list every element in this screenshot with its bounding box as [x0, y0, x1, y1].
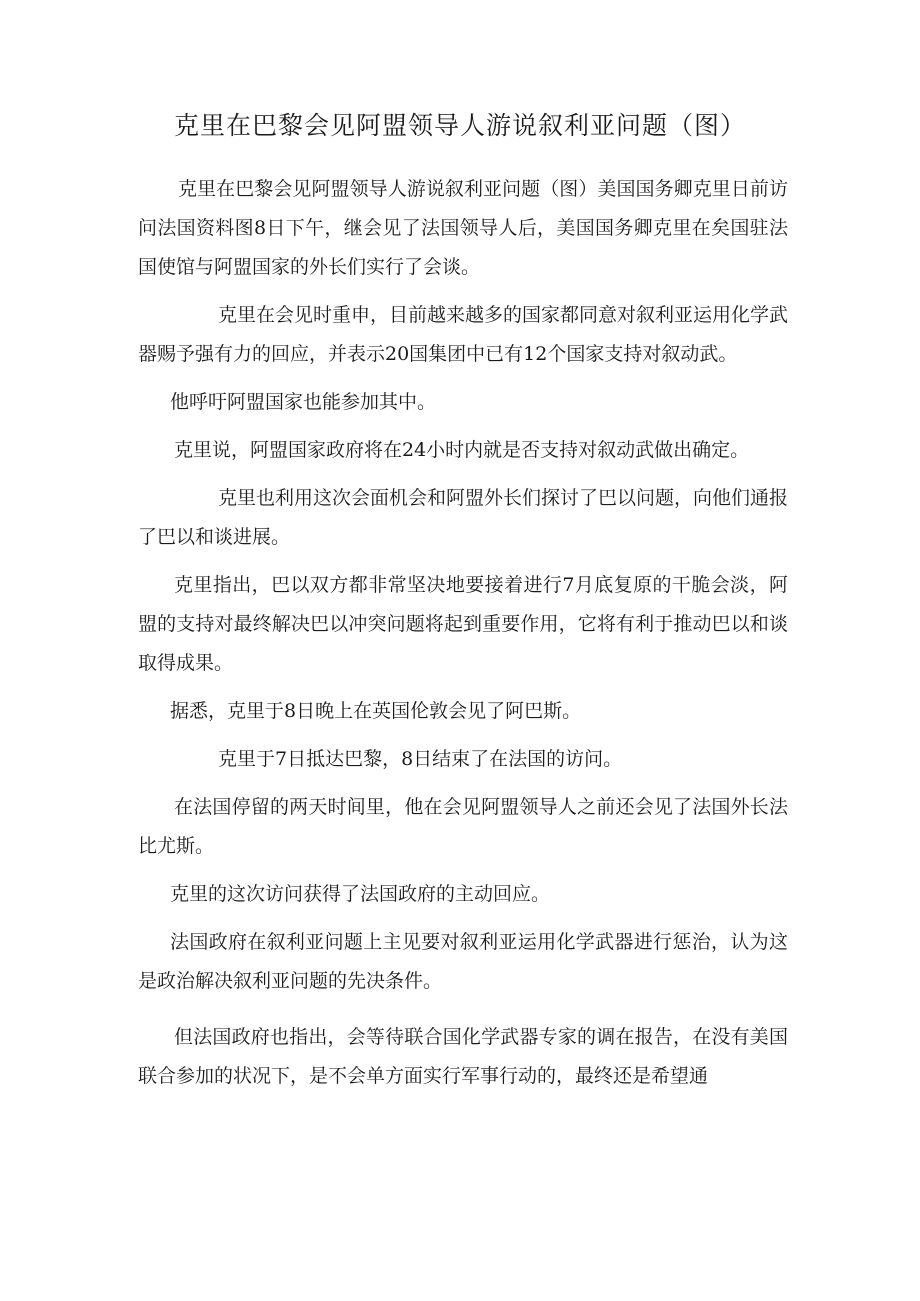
paragraph-4: 克里说，阿盟国家政府将在24小时内就是否支持对叙动武做出确定。 — [174, 439, 750, 461]
paragraph-3: 他呼吁阿盟国家也能参加其中。 — [170, 391, 437, 413]
paragraph-9: 在法国停留的两天时间里，他在会见阿盟领导人之前还会见了法国外长法比尤斯。 — [138, 796, 788, 857]
paragraph-11: 法国政府在叙利亚问题上主见要对叙利亚运用化学武器进行惩治，认为这是政治解决叙利亚问题的先决条件。 — [138, 931, 788, 992]
paragraph-12: 但法国政府也指出，会等待联合国化学武器专家的调在报告，在没有美国联合参加的状况下，是不会单方面实行军事行动的，最终还是希望通 — [138, 1026, 788, 1087]
paragraph-5: 克里也利用这次会面机会和阿盟外长们探讨了巴以问题，向他们通报了巴以和谈进展。 — [138, 487, 789, 548]
paragraph-10: 克里的这次访问获得了法国政府的主动回应。 — [170, 883, 551, 905]
paragraph-2: 克里在会见时重申，目前越来越多的国家都同意对叙利亚运用化学武器赐予强有力的回应，并表示20国集团中已有12个国家支持对叙动武。 — [138, 304, 789, 365]
paragraph-7: 据悉，克里于8日晚上在英国伦敦会见了阿巴斯。 — [170, 700, 582, 722]
paragraph-1: 克里在巴黎会见阿盟领导人游说叙利亚问题（图）美国国务卿克里日前访问法国资料图8日下午，继会见了法国领导人后，美国国务卿克里在矣国驻法国使馆与阿盟国家的外长们实行了会谈。 — [138, 178, 788, 278]
paragraph-8: 克里于7日抵达巴黎，8日结束了在法国的访问。 — [218, 748, 623, 770]
paragraph-6: 克里指出，巴以双方都非常坚决地要接着进行7月底复原的干脆会淡，阿盟的支持对最终解决巴以冲突问题将起到重要作用，它将有利于推动巴以和谈取得成果。 — [138, 574, 788, 674]
document-title: 克里在巴黎会见阿盟领导人游说叙利亚问题（图） — [173, 111, 746, 140]
document-body — [138, 170, 788, 1105]
